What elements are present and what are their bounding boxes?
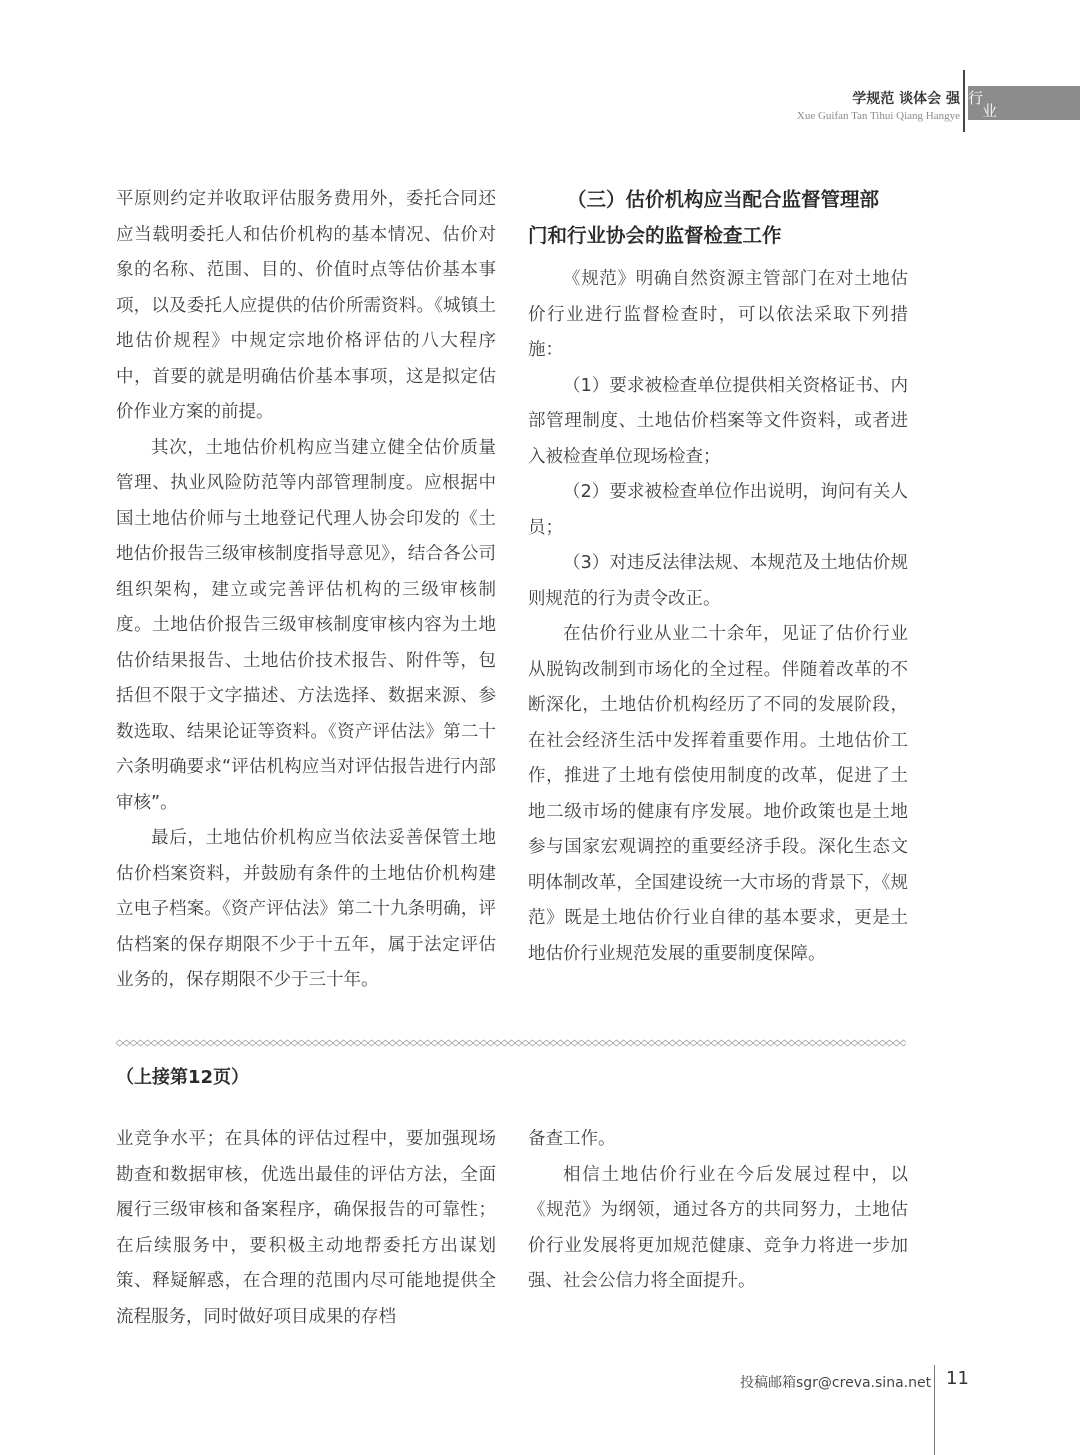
section-heading-line-1: （三）估价机构应当配合监督管理部 (567, 188, 880, 211)
paragraph: 在估价行业从业二十余年，见证了估价行业从脱钩改制到市场化的全过程。伴随着改革的不断深化，土地估价机构经历了不同的发展阶段，在社会经济生活中发挥着重要作用。土地估价工作，推进了土地有偿使用制度的改革，促进了土地二级市场的健康有序发展。地价政策也是土地参与国家宏观调控的重要经济手段。深化生态文明体制改革，全国建设统一大市场的背景下，《规范》既是土地估价行业自律的基本要求，更是土地估价行业规范发展的重要制度保障。 (528, 624, 908, 964)
paragraph: 其次，土地估价机构应当建立健全估价质量管理、执业风险防范等内部管理制度。应根据中国土地估价师与土地登记代理人协会印发的《土地估价报告三级审核制度指导意见》，结合各公司组织架构，建立或完善评估机构的三级审核制度。土地估价报告三级审核制度审核内容为土地估价结果报告、土地估价技术报告、附件等，包括但不限于文字描述、方法选择、数据来源、参数选取、结果论证等资料。《资产评估法》第二十六条明确要求“评估机构应当对评估报告进行内部审核”。 (116, 437, 496, 813)
footer-divider (934, 1365, 935, 1455)
list-item: （1）要求被检查单位提供相关资格证书、内部管理制度、土地估价档案等文件资料，或者进入被检查单位现场检查； (528, 375, 908, 467)
decorative-divider (116, 1039, 906, 1047)
left-column-upper (116, 182, 496, 999)
paragraph: 平原则约定并收取评估服务费用外，委托合同还应当载明委托人和估价机构的基本情况、估价对象的名称、范围、目的、价值时点等估价基本事项，以及委托人应提供的估价所需资料。《城镇土地估价规程》中规定宗地价格评估的八大程序中，首要的就是明确估价基本事项，这是拟定估价作业方案的前提。 (116, 189, 496, 422)
paragraph: 相信土地估价行业在今后发展过程中，以《规范》为纲领，通过各方的共同努力，土地估价行业发展将更加规范健康、竞争力将进一步加强、社会公信力将全面提升。 (528, 1164, 908, 1291)
right-column-lower (528, 1122, 908, 1300)
paragraph: 最后，土地估价机构应当依法妥善保管土地估价档案资料，并鼓励有条件的土地估价机构建立电子档案。《资产评估法》第二十九条明确，评估档案的保存期限不少于十五年，属于法定评估业务的，保存期限不少于三十年。 (116, 828, 496, 990)
paragraph: 备查工作。 (528, 1129, 616, 1149)
list-item: （3）对违反法律法规、本规范及土地估价规则规范的行为责令改正。 (528, 553, 908, 609)
section-heading-line-2: 门和行业协会的监督检查工作 (528, 224, 782, 247)
paragraph: 业竞争水平；在具体的评估过程中，要加强现场勘查和数据审核，优选出最佳的评估方法，全面履行三级审核和备案程序，确保报告的可靠性；在后续服务中，要积极主动地帮委托方出谋划策、释疑解惑，在合理的范围内尽可能地提供全流程服务，同时做好项目成果的存档 (116, 1129, 496, 1327)
list-item: （2）要求被检查单位作出说明，询问有关人员； (528, 482, 908, 538)
header-divider (963, 70, 965, 132)
running-header-pinyin: Xue Guifan Tan Tihui Qiang Hangye (796, 110, 960, 122)
continued-from-label: （上接第12页） (116, 1067, 250, 1088)
section-tab-char-2: 业 (982, 102, 998, 120)
section-tab (968, 86, 1080, 120)
section-tab-char-1: 行 (968, 89, 984, 107)
left-column-lower (116, 1122, 496, 1335)
section-heading (528, 182, 920, 254)
paragraph: 《规范》明确自然资源主管部门在对土地估价行业进行监督检查时，可以依法采取下列措施： (528, 269, 908, 360)
page-number: 11 (946, 1368, 969, 1389)
right-column-upper (528, 262, 908, 972)
submission-email: 投稿邮箱sgr@creva.sina.net (740, 1375, 932, 1391)
running-header-title: 学规范 谈体会 强 (852, 91, 960, 107)
